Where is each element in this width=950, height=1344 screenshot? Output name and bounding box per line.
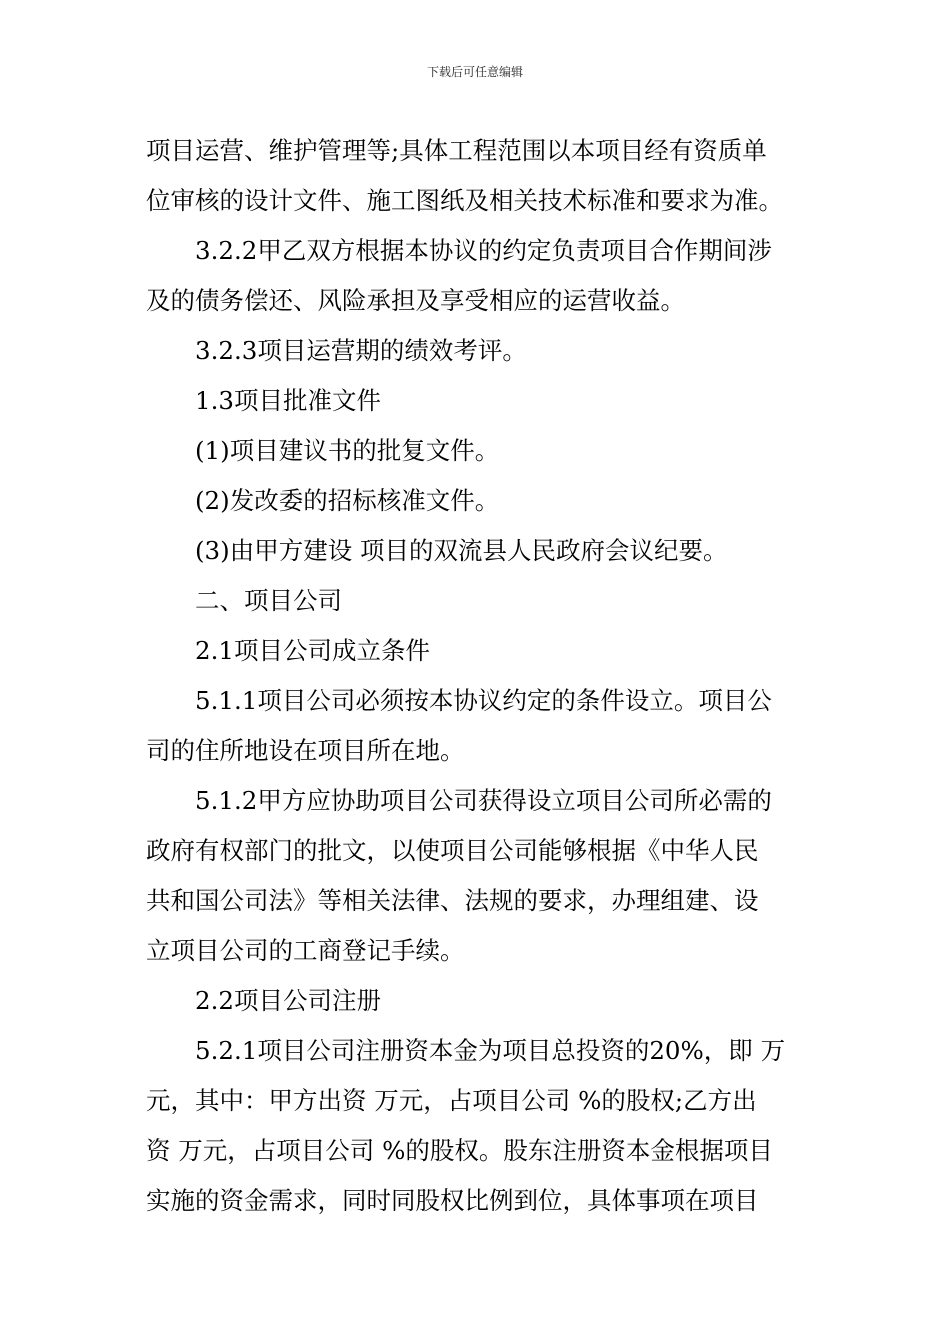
text-line: 5.1.1项目公司必须按本协议约定的条件设立。项目公 bbox=[195, 686, 772, 715]
text-line: 资 万元，占项目公司 %的股权。股东注册资本金根据项目 bbox=[146, 1136, 773, 1165]
text-line: 立项目公司的工商登记手续。 bbox=[146, 936, 465, 965]
text-line: 共和国公司法》等相关法律、法规的要求，办理组建、设 bbox=[146, 886, 759, 915]
text-line: 项目运营、维护管理等;具体工程范围以本项目经有资质单 bbox=[146, 136, 767, 165]
list-item: (2)发改委的招标核准文件。 bbox=[195, 486, 500, 515]
text-line: 及的债务偿还、风险承担及享受相应的运营收益。 bbox=[146, 286, 685, 315]
text-line: 3.2.2甲乙双方根据本协议的约定负责项目合作期间涉 bbox=[195, 236, 772, 265]
text-line: 元，其中：甲方出资 万元，占项目公司 %的股权;乙方出 bbox=[146, 1086, 757, 1115]
section-heading: 二、项目公司 bbox=[195, 586, 342, 615]
section-heading: 2.1项目公司成立条件 bbox=[195, 636, 430, 665]
text-line: 5.2.1项目公司注册资本金为项目总投资的20%，即 万 bbox=[195, 1036, 786, 1065]
text-line: 司的住所地设在项目所在地。 bbox=[146, 736, 465, 765]
document-body bbox=[146, 126, 810, 1226]
page-header: 下载后可任意编辑 bbox=[426, 65, 523, 79]
section-heading: 2.2项目公司注册 bbox=[195, 986, 381, 1015]
list-item: (1)项目建议书的批复文件。 bbox=[195, 436, 500, 465]
text-line: 5.1.2甲方应协助项目公司获得设立项目公司所必需的 bbox=[195, 786, 772, 815]
text-line: 实施的资金需求，同时同股权比例到位，具体事项在项目 bbox=[146, 1186, 759, 1215]
list-item: (3)由甲方建设 项目的双流县人民政府会议纪要。 bbox=[195, 536, 728, 565]
text-line: 3.2.3项目运营期的绩效考评。 bbox=[195, 336, 527, 365]
text-line: 位审核的设计文件、施工图纸及相关技术标准和要求为准。 bbox=[146, 186, 783, 215]
text-line: 政府有权部门的批文，以使项目公司能够根据《中华人民 bbox=[146, 836, 759, 865]
section-heading: 1.3项目批准文件 bbox=[195, 386, 381, 415]
